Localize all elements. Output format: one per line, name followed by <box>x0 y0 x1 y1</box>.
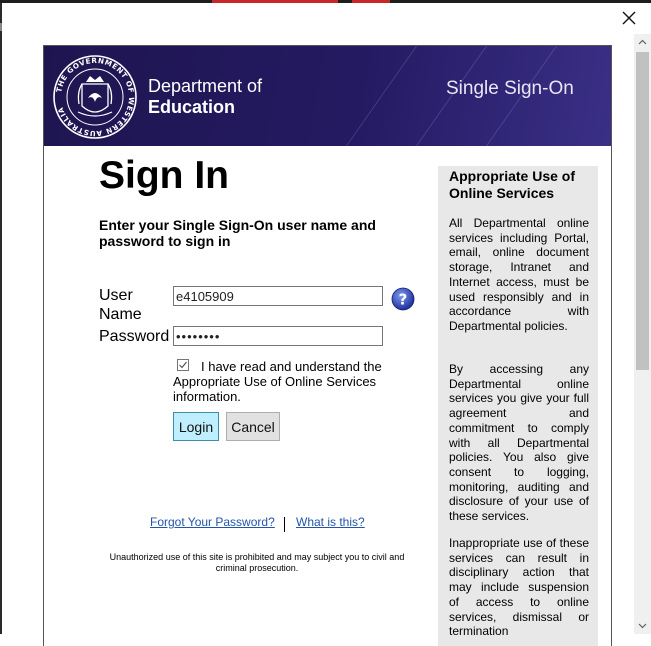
department-name <box>148 76 262 118</box>
username-label: User Name <box>99 287 142 323</box>
aup-title: Appropriate Use of Online Services <box>449 168 576 201</box>
password-input[interactable] <box>173 326 383 346</box>
sso-page <box>43 45 612 646</box>
aup-panel <box>438 166 598 646</box>
close-button[interactable] <box>616 6 642 30</box>
page-title: Sign In <box>99 154 229 197</box>
close-icon <box>622 11 636 25</box>
svg-text:?: ? <box>398 290 408 309</box>
department-name-line1: Department of <box>148 76 263 96</box>
scroll-down-icon[interactable] <box>634 618 651 634</box>
aup-paragraph: All Departmental online services including Portal, email, online document storage, Intranet and Internet access, must be used responsibly and in accordance with Departmental policies. <box>449 216 589 333</box>
header-banner <box>44 46 611 146</box>
legal-disclaimer: Unauthorized use of this site is prohibited and may subject you to civil and criminal prosecution. <box>109 552 405 573</box>
what-is-this-link[interactable]: What is this? <box>296 515 365 529</box>
edge-mark <box>0 23 2 31</box>
scrollbar-thumb[interactable] <box>636 52 649 370</box>
background-window-accent <box>212 0 338 3</box>
svg-text:THE GOVERNMENT OF WESTERN AUST: THE GOVERNMENT OF WESTERN AUSTRALIA <box>54 55 137 139</box>
scroll-up-icon[interactable] <box>634 34 651 50</box>
forgot-password-link[interactable]: Forgot Your Password? <box>150 515 275 529</box>
signin-instruction: Enter your Single Sign-On user name and password to sign in <box>99 217 376 249</box>
sso-banner-title: Single Sign-On <box>446 78 574 99</box>
department-name-line2: Education <box>148 97 236 117</box>
vertical-scrollbar[interactable] <box>634 34 651 634</box>
aup-paragraph: By accessing any Departmental online services you give your full agreement and commitment to comply with all Departmental policies. You also give consent to logging, monitoring, auditing and disclosure of your use of these services. <box>449 362 589 524</box>
aup-paragraph: Inappropriate use of these services can result in disciplinary action that may include suspension of access to online services, dismissal or termination <box>449 536 589 639</box>
wa-government-crest-icon <box>52 54 138 140</box>
background-window-accent <box>352 0 390 3</box>
background-window-strip <box>0 0 651 3</box>
link-separator <box>284 517 285 532</box>
cancel-button[interactable]: Cancel <box>226 412 280 441</box>
password-label: Password <box>99 328 170 345</box>
agree-label: I have read and understand the Appropriate Use of Online Services information. <box>173 359 382 404</box>
username-input[interactable] <box>173 286 383 306</box>
checkmark-icon <box>178 360 188 370</box>
agree-checkbox[interactable] <box>177 359 189 371</box>
background-window-edge <box>0 3 2 634</box>
login-button[interactable]: Login <box>173 412 219 441</box>
help-icon[interactable] <box>391 287 415 311</box>
